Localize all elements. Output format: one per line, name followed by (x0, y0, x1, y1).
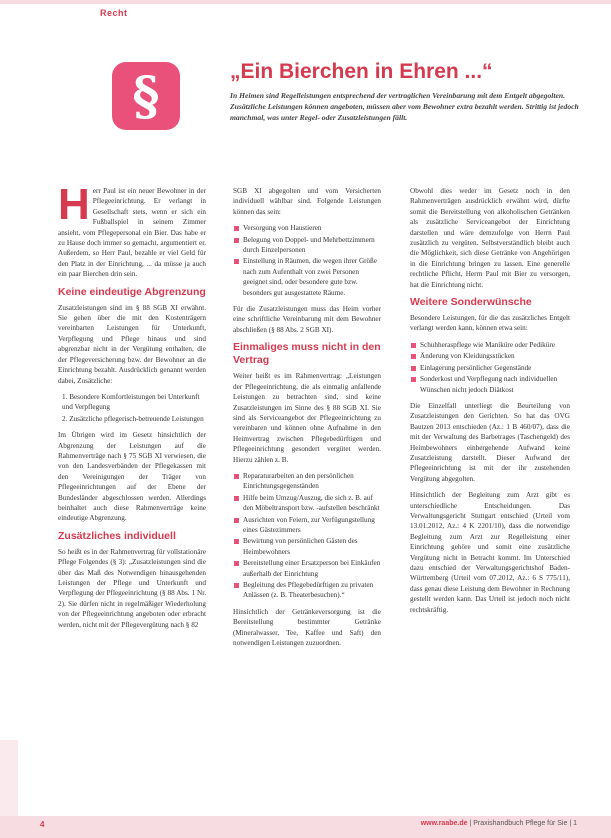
paragraph: Hinsichtlich der Begleitung zum Arzt gibt es unterschiedliche Entscheidungen. Das Verwaltungsgericht Stuttgart entschied (Urteil vom 13.01.2012, Az.: 4 K 2201/10), dass die notwendige Begleitung zum Arzt zur Regelleistung einer Einrichtung gehöre und somit eine zusätzliche Vergütung nicht in Betracht kommt. Im Unterschied dazu entschied der Verwaltungsgerichtshof Baden-Württemberg (Urteil vom 07.2012, Az.: 6 S 775/11), dass genau diese Leistung dem Bewohner in Rechnung gestellt werden kann. Das Urteil ist jedoch noch nicht rechtskräftig. (410, 491, 570, 614)
list-item: Ausrichten von Feiern, zur Verfügungstellung eines Gästezimmers (243, 515, 381, 536)
paragraph: Für die Zusatzleistungen muss das Heim vorher eine schriftliche Vereinbarung mit dem Bewohner abschließen (§ 88 Abs. 2 SGB XI). (233, 305, 381, 334)
subheading-individuell: Zusätzliches individuell (58, 529, 176, 542)
paragraph: Besondere Leistungen, für die das zusätzliches Entgelt verlangt werden kann, können etwa sein: (410, 314, 570, 333)
list-item: 1. Besondere Komfortleistungen bei Unterkunft und Verpflegung (62, 392, 200, 412)
corner-decoration (0, 740, 18, 816)
paragraph: Zusatzleistungen sind im § 88 SGB XI erwähnt. Sie gehen über die mit den Kostenträgern vereinbarten Leistungen für Unterkunft, Verpflegung und Pflege hinaus und sind abgrenzbar nicht in der Vergütung enthalten, die der Pflegeversicherung bzw. der Bewohner an die Einrichtung bezahlt. Ausdrücklich genannt werden dabei, Zusätzliche: (58, 303, 206, 385)
list-item: Begleitung des Pflegebedürftigen zu privaten Anlässen (z. B. Theaterbesuchen).“ (243, 580, 381, 601)
list-item: Hilfe beim Umzug/Auszug, die sich z. B. auf den Möbeltransport bzw. -aufstellen beschränkt (243, 493, 380, 513)
page-number: 4 (40, 820, 45, 829)
paragraph: So heißt es in der Rahmenvertrag für vollstationäre Pflege Folgendes (§ 3): „Zusatzleistungen sind die über das Maß des Notwendigen hinausgehenden Leistungen der Pflege und Unterkunft und Verpflegung der Pflegeeinrichtung (§ 88 Abs. 1 Nr. 2). Sie dürfen nicht in regelmäßiger Wiederholung von der Pflegeeinrichtung angeboten oder erbracht werden, nicht mit der Pflegevergütung nach § 82 (58, 547, 206, 629)
article-title: „Ein Bierchen in Ehren ...“ (230, 60, 493, 83)
bullet-list (410, 340, 570, 395)
paragraph: Weiter heißt es im Rahmenvertrag: „Leistungen der Pflegeeinrichtung, die als einmalig anfallende Leistungen zu betrachten sind, sind keine Zusatzleistungen im Sinne des § 88 SGB XI. Sie sind als Serviceangebot der Pflegeeinrichtung zu vereinbaren und können ohne Aufnahme in den Heimvertrag zwischen Pflegebedürftigen und Pflegeeinrichtung gesondert vergütet werden. Hierzu zählen z. B. (233, 372, 381, 464)
intro-paragraph (58, 180, 206, 280)
list-item: Versorgung von Haustieren (243, 223, 381, 233)
dropcap: H (58, 180, 90, 229)
paragraph: SGB XI abgegolten und vom Versicherten individuell wählbar sind. Folgende Leistungen können das sein: (233, 187, 381, 216)
article-lead: In Heimen sind Regelleistungen entsprechend der vertraglichen Vereinbarung mit dem Entgelt abgegolten. Zusätzliche Leistungen können angeboten, müssen aber vom Bewohner extra bezahlt werden. Strittig ist jedoch manchmal, was unter Regel- oder Zusatzleistungen fällt. (230, 91, 579, 123)
subheading-abgrenzung: Keine eindeutige Abgrenzung (58, 285, 206, 298)
list-item: Änderung von Kleidungsstücken (420, 351, 570, 361)
section-tag: Recht (100, 8, 128, 18)
subheading-sonderwuensche: Weitere Sonderwünsche (410, 296, 532, 309)
top-rule (0, 0, 611, 4)
paragraph-sign-icon (112, 62, 180, 130)
list-item: Bewirtung von persönlichen Gästen des Heimbewohners (243, 536, 381, 557)
column-1 (58, 180, 206, 636)
intro-text: err Paul ist ein neuer Bewohner in der Pflegeeinrichtung. Er verlangt in Gesellschaft stets, wenn er sich ein Fußballspiel in seinem Zimmer ansieht, vom Pflegepersonal ein Bier. Das habe er zu Hause doch immer so gemacht, argumentiert er. Außerdem, so Herr Paul, bezahle er viel Geld für den Platz in der Einrichtung, ... da müsse ja auch ein paar Bierchen drin sein. (58, 187, 206, 279)
numbered-list (58, 392, 206, 424)
column-3 (410, 186, 570, 621)
bullet-list (233, 223, 381, 298)
paragraph-glyph: § (132, 65, 160, 127)
footer-brand-link[interactable]: www.raabe.de (420, 820, 468, 827)
paragraph: Obwohl dies weder im Gesetz noch in den Rahmenverträgen ausdrücklich erwähnt wird, dürfte somit die Bereitstellung von alkoholischen Getränken als zusätzliche Serviceangebot der Einrichtung darstellen und wäre demzufolge von Herrn Paul zusätzlich zu vergüten. Selbstverständlich bleibt auch die Möglichkeit, sich diese Getränke von Angehörigen in die Einrichtung bringen zu lassen. Eine generelle rechtliche Pflicht, Herrn Paul mit Bier zu versorgen, hat die Einrichtung nicht. (410, 187, 570, 289)
column-2 (233, 186, 381, 654)
paragraph: Hinsichtlich der Getränkeversorgung ist die Bereitstellung bestimmter Getränke (Mineralwasser, Tee, Kaffee und Saft) den notwendigen Leistungen zuzuordnen. (233, 607, 381, 648)
list-item: Sonderkost und Verpflegung nach individuellen Wünschen nicht jedoch Diätkost (420, 374, 570, 395)
footer-text (421, 820, 577, 827)
list-item: Bereitstellung einer Ersatzperson bei Einkäufen außerhalb der Einrichtung (243, 559, 381, 578)
bullet-list (233, 471, 381, 601)
list-item: Einstellung in Räumen, die wegen ihrer Größe nach zum Aufenthalt von zwei Personen geeignet sind, oder besondere gute bzw. besonders gut ausgestattete Räume. (243, 256, 381, 298)
list-item: Reparaturarbeiten an den persönlichen Einrichtungsgegenständen (243, 471, 381, 492)
list-item: Belegung von Doppel- und Mehrbettzimmern durch Einzelpersonen (243, 235, 381, 256)
footer-publication: | Praxishandbuch Pflege für Sie | 1 (469, 820, 577, 827)
list-item: 2. Zusätzliche pflegerisch-betreuende Leistungen (62, 414, 204, 423)
paragraph: Die Einzelfall unterliegt die Beurteilung von Zusatzleistungen den Gerichten. So hat das OVG Bautzen 2013 entschieden (Az.: 1 B 460/07), dass die mit der Verwaltung des Barbetrages (Taschengeld) des Heimbewohners einhergehende Aufwand keine Zusatzleistung darstellt. Dieser Aufwand der Pflegeeinrichtung ist mit der ihr zustehenden Vergütung abgegolten. (410, 401, 570, 483)
paragraph: Im Übrigen wird im Gesetz hinsichtlich der Abgrenzung der Leistungen auf die Rahmenverträge nach § 75 SGB XI verwiesen, die von den Landesverbänden der Pflegekassen mit den Vereinigungen der Träger von Pflegeeinrichtungen auf der Ebene der Bundesländer abgeschlossen werden. Allerdings beinhaltet auch diese Rahmenverträge keine eindeutige Abgrenzung. (58, 431, 206, 523)
subheading-einmaliges: Einmaliges muss nicht in den Vertrag (233, 341, 381, 367)
list-item: Einlagerung persönlicher Gegenstände (420, 363, 570, 373)
list-item: Schuhheraspflege wie Maniküre oder Pediküre (420, 340, 570, 350)
